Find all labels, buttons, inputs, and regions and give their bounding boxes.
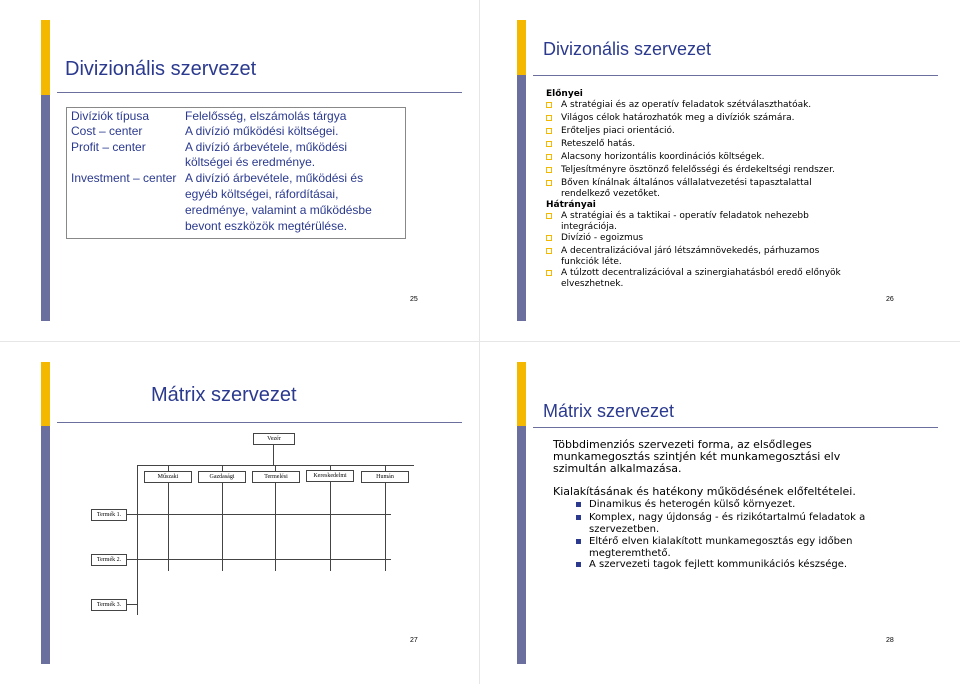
- page-number: 25: [410, 296, 418, 303]
- condition-item: Komplex, nagy újdonság - és rizikótartalmú feladatok a szervezetben.: [589, 512, 866, 535]
- bullet-icon: [546, 128, 552, 134]
- bullet-icon: [546, 167, 552, 173]
- accent-bar-yellow: [517, 20, 526, 75]
- page-number: 27: [410, 637, 418, 644]
- accent-bar-yellow: [41, 20, 50, 95]
- org-box-function: Kereskedelmi: [306, 470, 354, 482]
- title-underline: [533, 75, 938, 76]
- disadvantages-heading: Hátrányai: [546, 200, 596, 210]
- accent-bar-blue: [517, 426, 526, 664]
- page-number: 28: [886, 637, 894, 644]
- slide-title: Divizonális szervezet: [543, 39, 712, 59]
- intro-paragraph: Többdimenziós szervezeti forma, az elsődleges munkamegosztás szintjén két munkamegosztási elv szimultán alkalmazása.: [553, 438, 841, 475]
- title-underline: [57, 422, 462, 423]
- org-box-function: Humán: [361, 471, 409, 483]
- org-box-product: Termék 2.: [91, 554, 127, 566]
- horizontal-separator: [0, 341, 960, 342]
- page-number: 26: [886, 296, 894, 303]
- connector-line: [137, 514, 138, 604]
- pros-cons-list: [546, 89, 866, 289]
- org-box-function: Műszaki: [144, 471, 192, 483]
- disadvantage-item: A túlzott decentralizációval a szinergiahatásból eredő előnyök elveszhetnek.: [561, 268, 841, 289]
- row-desc: bevont eszközök megtérülése.: [185, 219, 348, 233]
- bullet-icon: [546, 141, 552, 147]
- title-underline: [57, 92, 462, 93]
- bullet-icon: [546, 270, 552, 276]
- connector-line: [273, 443, 274, 465]
- connector-line: [126, 559, 391, 560]
- row-type: Profit – center: [71, 140, 146, 154]
- accent-bar-blue: [41, 426, 50, 664]
- advantage-item: A stratégiai és az operatív feladatok szétválaszthatóak.: [561, 100, 812, 110]
- bullet-icon: [546, 115, 552, 121]
- row-desc: A divízió árbevétele, működési és: [185, 171, 364, 185]
- bullet-icon: [546, 248, 552, 254]
- connector-line: [126, 514, 391, 515]
- slide-title: Mátrix szervezet: [151, 384, 297, 406]
- bullet-icon: [576, 515, 581, 520]
- disadvantage-item: Divízió - egoizmus: [561, 233, 644, 243]
- condition-item: Eltérő elven kialakított munkamegosztás egy időben megteremthető.: [589, 536, 853, 559]
- bullet-icon: [546, 213, 552, 219]
- bullet-icon: [546, 235, 552, 241]
- advantage-item: Világos célok határozhatók meg a divíziók számára.: [561, 113, 795, 123]
- bullet-icon: [576, 539, 581, 544]
- row-type: Cost – center: [71, 124, 143, 138]
- condition-item: Dinamikus és heterogén külső környezet.: [589, 499, 796, 510]
- slide-title: Mátrix szervezet: [543, 401, 675, 421]
- division-table: [66, 107, 406, 239]
- accent-bar-yellow: [517, 362, 526, 426]
- advantage-item: Teljesítményre ösztönző felelősségi és érdekeltségi rendszer.: [561, 165, 835, 175]
- vertical-separator: [479, 0, 480, 684]
- bullet-icon: [576, 502, 581, 507]
- header-col2: Felelősség, elszámolás tárgya: [185, 109, 347, 123]
- org-box-product: Termék 3.: [91, 599, 127, 611]
- bullet-icon: [546, 154, 552, 160]
- condition-item: A szervezeti tagok fejlett kommunikációs készsége.: [589, 559, 848, 570]
- row-desc: eredménye, valamint a működésbe: [185, 203, 372, 217]
- row-type: Investment – center: [71, 171, 177, 185]
- accent-bar-blue: [41, 95, 50, 321]
- row-desc: egyéb költségei, ráfordításai,: [185, 187, 339, 201]
- conditions-heading: Kialakításának és hatékony működésének előfeltételei.: [553, 485, 856, 498]
- advantage-item: Alacsony horizontális koordinációs költségek.: [561, 152, 765, 162]
- row-desc: költségei és eredménye.: [185, 155, 316, 169]
- advantage-item: Bőven kínálnak általános vállalatvezetési tapasztalattal rendelkező vezetőket.: [561, 178, 812, 199]
- org-box-product: Termék 1.: [91, 509, 127, 521]
- advantage-item: Erőteljes piaci orientáció.: [561, 126, 675, 136]
- accent-bar-yellow: [41, 362, 50, 426]
- bullet-icon: [546, 180, 552, 186]
- disadvantage-item: A stratégiai és a taktikai - operatív feladatok nehezebb integrációja.: [561, 211, 809, 232]
- advantages-heading: Előnyei: [546, 89, 583, 99]
- slide-title: Divizionális szervezet: [65, 58, 257, 80]
- disadvantage-item: A decentralizációval járó létszámnövekedés, párhuzamos funkciók léte.: [561, 246, 820, 267]
- connector-line: [126, 604, 137, 605]
- header-col1: Divíziók típusa: [71, 109, 150, 123]
- org-box-top: Vezér: [253, 433, 295, 445]
- bullet-icon: [546, 102, 552, 108]
- advantage-item: Reteszelő hatás.: [561, 139, 636, 149]
- org-box-function: Gazdasági: [198, 471, 246, 483]
- title-underline: [533, 427, 938, 428]
- row-desc: A divízió működési költségei.: [185, 124, 339, 138]
- bullet-icon: [576, 562, 581, 567]
- org-box-function: Termelési: [252, 471, 300, 483]
- row-desc: A divízió árbevétele, működési: [185, 140, 348, 154]
- accent-bar-blue: [517, 75, 526, 321]
